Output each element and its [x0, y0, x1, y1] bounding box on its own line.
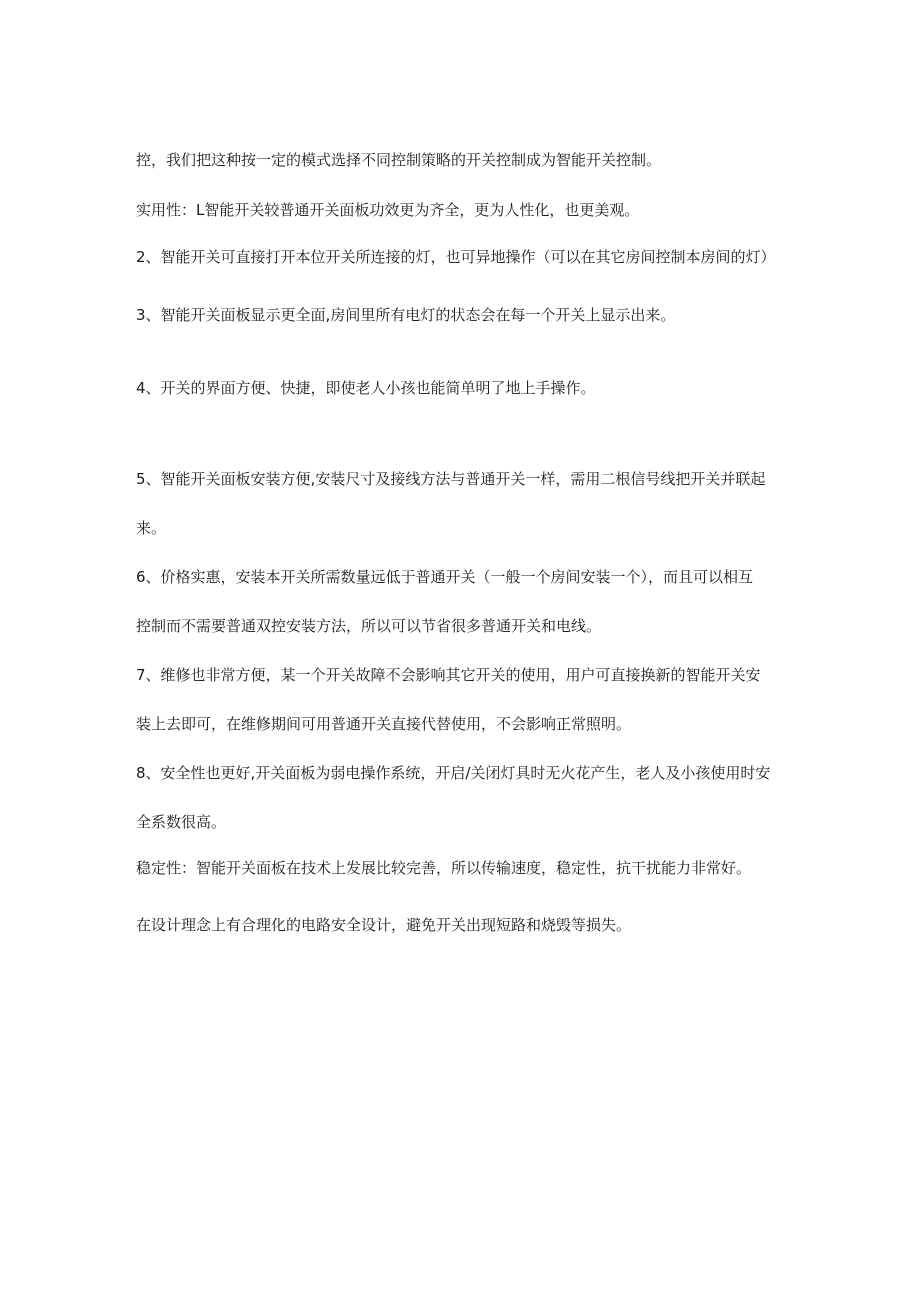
text-line: 7、维修也非常方便，某一个开关故障不会影响其它开关的使用，用户可直接换新的智能开关安	[136, 666, 761, 684]
text-line: 控制而不需要普通双控安装方法，所以可以节省很多普通开关和电线。	[136, 617, 602, 635]
text-line: 5、智能开关面板安装方便,安装尺寸及接线方法与普通开关一样，需用二根信号线把开关并联起	[136, 470, 766, 488]
text-line: 控，我们把这种按一定的模式选择不同控制策略的开关控制成为智能开关控制。	[136, 151, 662, 169]
text-line: 6、价格实惠，安装本开关所需数量远低于普通开关（一般一个房间安装一个），而且可以相互	[136, 568, 754, 586]
text-line: 来。	[136, 519, 167, 537]
text-line: 装上去即可，在维修期间可用普通开关直接代替使用，不会影响正常照明。	[136, 715, 632, 733]
text-line: 8、安全性也更好,开关面板为弱电操作系统，开启/关闭灯具时无火花产生，老人及小孩使用时安	[136, 764, 771, 782]
text-line: 全系数很高。	[136, 813, 227, 831]
text-line: 2、智能开关可直接打开本位开关所连接的灯，也可异地操作（可以在其它房间控制本房间的灯）	[136, 248, 776, 266]
text-line: 稳定性：智能开关面板在技术上发展比较完善，所以传输速度，稳定性，抗干扰能力非常好。	[136, 859, 752, 877]
text-line: 3、智能开关面板显示更全面,房间里所有电灯的状态会在每一个开关上显示出来。	[136, 306, 676, 324]
text-line: 实用性：L智能开关较普通开关面板功效更为齐全，更为人性化，也更美观。	[136, 201, 640, 219]
text-line: 在设计理念上有合理化的电路安全设计，避免开关出现短路和烧毁等损失。	[136, 916, 632, 934]
text-line: 4、开关的界面方便、快捷，即使老人小孩也能简单明了地上手操作。	[136, 379, 596, 397]
